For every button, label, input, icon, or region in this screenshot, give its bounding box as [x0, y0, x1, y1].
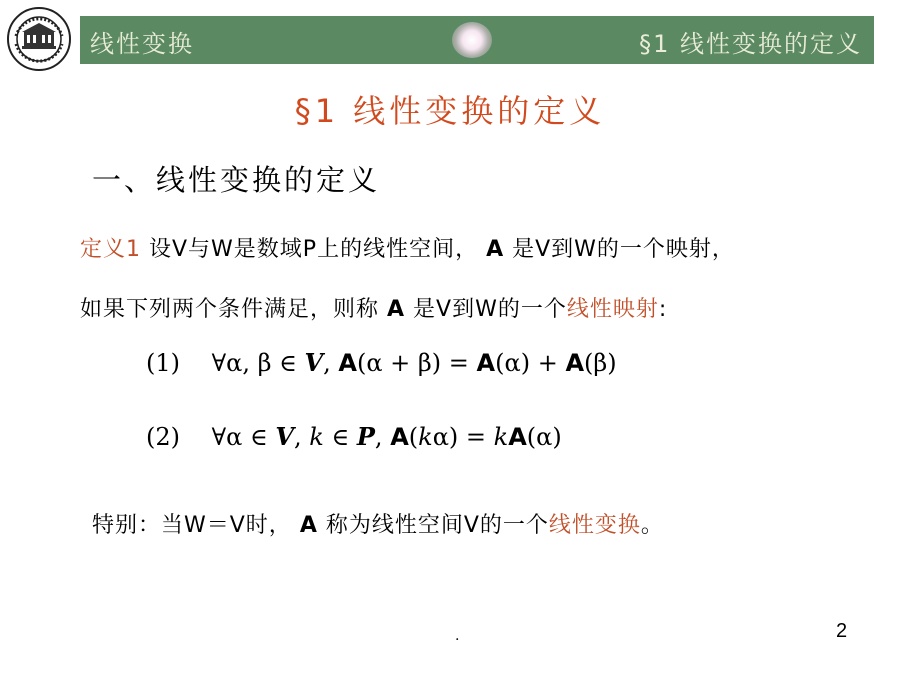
comma: , [323, 349, 331, 377]
scalar-k: k [309, 423, 324, 451]
mapping-symbol: A [390, 423, 409, 451]
definition-text-2a: 如果下列两个条件满足，则称 [80, 297, 380, 322]
comma: , [374, 423, 383, 451]
definition-text-1b: 是V到W的一个映射， [512, 237, 735, 262]
section-heading: 一、线性变换的定义 [92, 163, 381, 197]
condition-2-expr-b: (α) [526, 423, 562, 451]
condition-2 [146, 422, 562, 451]
condition-1-quantifier: ∀α, β ∈ [211, 349, 297, 377]
header-section-title: §1 线性变换的定义 [639, 30, 862, 58]
condition-1-expr-a: (α + β) = [356, 349, 469, 377]
condition-1-number: (1) [146, 349, 180, 377]
comma: , [294, 423, 302, 451]
linear-mapping-term: 线性映射 [566, 297, 659, 322]
footer-dot: . [455, 628, 460, 644]
definition-label: 定义1 [80, 237, 141, 262]
condition-1 [146, 348, 617, 377]
field-p: P [356, 422, 375, 451]
condition-2-expr-a: α) = [432, 423, 487, 451]
condition-2-number: (2) [146, 423, 180, 451]
definition-text-2b: 是V到W的一个 [413, 297, 567, 322]
scalar-k: k [418, 423, 433, 451]
definition-line-2 [80, 292, 667, 323]
space-v: V [275, 422, 294, 451]
element-of: ∈ [331, 423, 350, 451]
header-course-title: 线性变换 [90, 30, 194, 58]
definition-colon: : [658, 297, 668, 322]
condition-1-expr-c: (β) [584, 349, 617, 377]
special-case-line [92, 508, 664, 539]
definition-line-1 [80, 232, 735, 263]
header-bar [80, 16, 874, 64]
condition-1-expr-b: (α) + [495, 349, 558, 377]
mapping-symbol: A [476, 349, 496, 377]
special-text-b: 称为线性空间V的一个 [325, 513, 549, 538]
page-number: 2 [836, 620, 848, 642]
mapping-symbol: A [338, 349, 357, 377]
mapping-symbol: A [508, 423, 527, 451]
mapping-symbol: A [387, 297, 406, 322]
mapping-symbol: A [486, 237, 505, 262]
university-logo [6, 6, 72, 72]
paren-open: ( [408, 423, 419, 451]
definition-text-1a: 设V与W是数域P上的线性空间， [149, 237, 479, 262]
condition-2-quantifier: ∀α ∈ [211, 423, 268, 451]
special-period: 。 [640, 513, 664, 538]
scalar-k: k [493, 423, 509, 451]
slide-title: §1 线性变换的定义 [294, 92, 606, 130]
space-v: V [304, 348, 324, 377]
linear-transformation-term: 线性变换 [548, 513, 641, 538]
mapping-symbol: A [565, 349, 585, 377]
header-glow-decoration [452, 22, 492, 58]
mapping-symbol: A [299, 513, 318, 538]
special-text-a: 特别：当W＝V时， [92, 513, 292, 538]
